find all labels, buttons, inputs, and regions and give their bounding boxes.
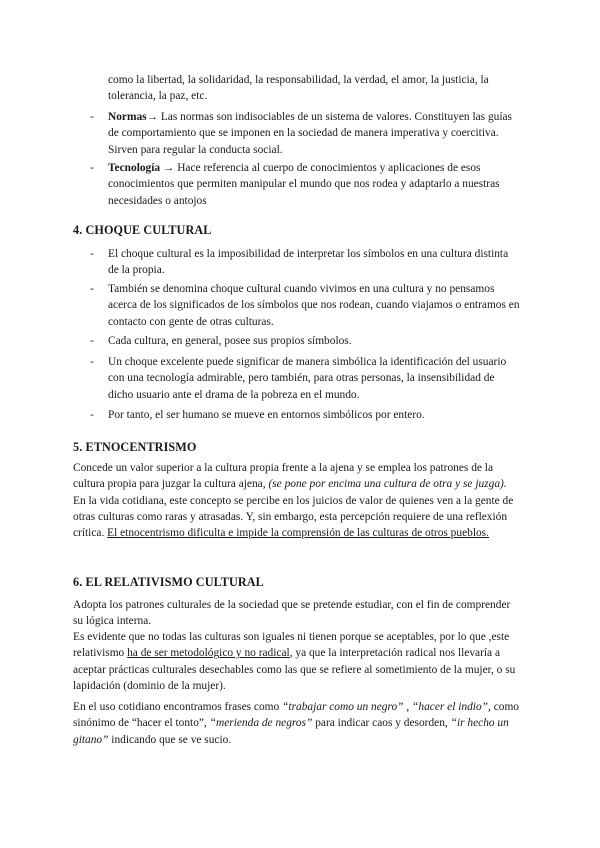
list-item: - El choque cultural es la imposibilidad de interpretar los símbolos en una cultura distinta de la propia. [90, 248, 509, 277]
underlined-statement: El etnocentrismo dificulta e impide la comprensión de las culturas de otros pueblos. [107, 527, 489, 540]
section-4-heading: 4. CHOQUE CULTURAL [73, 223, 212, 237]
values-continuation-text: como la libertad, la solidaridad, la responsabilidad, la verdad, el amor, la justicia, la tolerancia, la paz, etc. [108, 74, 489, 103]
section-6-heading: 6. EL RELATIVISMO CULTURAL [73, 575, 264, 589]
list-item: - Cada cultura, en general, posee sus propios símbolos. [90, 335, 352, 347]
arrow-icon: → [146, 111, 158, 123]
relativismo-paragraph-3: En el uso cotidiano encontramos frases como “trabajar como un negro” , “hacer el indio”, como sinónimo de “hacer el tonto”, “merienda de negros” para indicar caos y desorden, “ir hecho un gitano” indicando que se ve sucio. [73, 701, 519, 746]
tecnologia-description: Hace referencia al cuerpo de conocimientos y aplicaciones de esos conocimientos que permiten manipular el mundo que nos rodea y adaptarlo a nuestras necesidades o antojos [108, 162, 500, 207]
term-normas: Normas [108, 111, 147, 123]
list-item-tecnologia [73, 160, 521, 209]
list-item: - Un choque excelente puede significar de manera simbólica la identificación del usuario con una tecnología admirable, pero también, para otras personas, la insensibilidad de dicho usuario ante el drama de la pobreza en el mundo. [90, 356, 507, 401]
arrow-icon: → [160, 162, 175, 174]
bullet-dash: - [90, 162, 94, 174]
list-item: - Por tanto, el ser humano se mueve en entornos simbólicos por entero. [90, 409, 425, 421]
section-5-heading: 5. ETNOCENTRISMO [73, 440, 197, 454]
list-item-normas [73, 109, 521, 158]
relativismo-paragraph-1: Adopta los patrones culturales de la sociedad que se pretende estudiar, con el fin de comprender su lógica interna. [73, 599, 511, 628]
list-item: - También se denomina choque cultural cuando vivimos en una cultura y no pensamos acerca de los significados de los símbolos que nos rodean, cuando viajamos o entramos en contacto con gente de otras culturas. [90, 283, 520, 328]
underlined-phrase: ha de ser metodológico y no radical [127, 647, 290, 660]
term-tecnologia: Tecnología [108, 162, 161, 174]
relativismo-paragraph-2: Es evidente que no todas las culturas son iguales ni tienen porque se aceptables, por lo que ,este relativismo ha de ser metodológico y no radical, ya que la interpretación radical nos llevaría a aceptar prácticas culturales desechables como las que se refiere al sometimiento de la mujer, o su lapidación (dominio de la mujer). [73, 631, 516, 692]
bullet-dash: - [90, 111, 94, 123]
normas-description: Las normas son indisociables de un sistema de valores. Constituyen las guías de comportamiento que se imponen en la sociedad de manera imperativa y coercitiva. Sirven para regular la conducta social. [108, 111, 512, 156]
etnocentrismo-paragraph: Concede un valor superior a la cultura propia frente a la ajena y se emplea los patrones de la cultura propia para juzgar la cultura ajena, (se pone por encima una cultura de otra y se juzga). En la vida cotidiana, este concepto se percibe en los juicios de valor de quienes ven a la gente de otras culturas como raras y atrasadas. Y, sin embargo, esta percepción requiere de una reflexión crítica. El etnocentrismo dificulta e impide la comprensión de las culturas de otros pueblos. [73, 462, 514, 540]
